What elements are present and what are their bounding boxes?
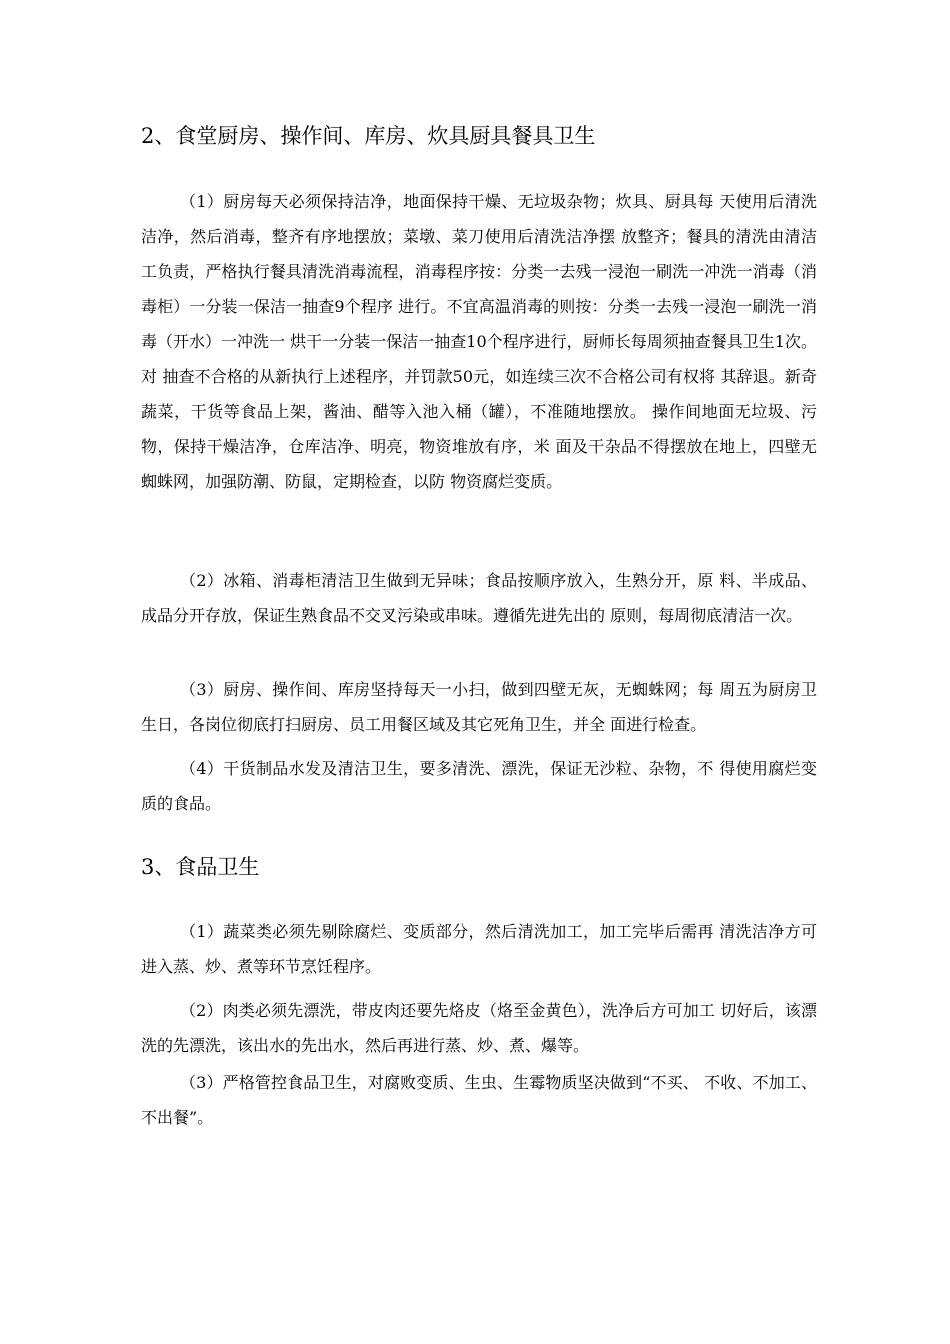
paragraph-meat: （2）肉类必须先漂洗，带皮肉还要先烙皮（烙至金黄色），洗净后方可加工 切好后，该漂洗的先漂洗，该出水的先出水，然后再进行蒸、炒、煮、爆等。	[141, 1001, 817, 1055]
paragraph-fridge-sterilizer: （2）冰箱、消毒柜清洁卫生做到无异味；食品按顺序放入，生熟分开，原 料、半成品、成品分开存放，保证生熟食品不交叉污染或串味。遵循先进先出的 原则，每周彻底清洁一次。	[141, 571, 817, 625]
paragraph-daily-sweep: （3）厨房、操作间、库房坚持每天一小扫，做到四壁无灰，无蜘蛛网；每 周五为厨房卫生日，各岗位彻底打扫厨房、员工用餐区域及其它死角卫生，并全 面进行检查。	[141, 680, 817, 734]
section-heading-kitchen-hygiene: 2、食堂厨房、操作间、库房、炊具厨具餐具卫生	[141, 124, 596, 148]
paragraph-food-control: （3）严格管控食品卫生，对腐败变质、生虫、生霉物质坚决做到“不买、 不收、不加工、不出餐”。	[141, 1073, 817, 1127]
paragraph-dry-goods: （4）干货制品水发及清洁卫生，要多清洗、漂洗，保证无沙粒、杂物，不 得使用腐烂变质的食品。	[141, 759, 817, 813]
paragraph-kitchen-daily-cleaning: （1）厨房每天必须保持洁净，地面保持干燥、无垃圾杂物；炊具、厨具每 天使用后清洗洁净，然后消毒，整齐有序地摆放；菜墩、菜刀使用后清洗洁净摆 放整齐；餐具的清洗由清洁工负责，严格执行餐具清洗消毒流程，消毒程序按：分类一去残一浸泡一刷洗一冲洗一消毒（消毒柜）一分装一保洁一抽查9个程序 进行。不宜高温消毒的则按：分类一去残一浸泡一刷洗一消毒（开水）一冲洗一 烘干一分装一保洁一抽查10个程序进行，厨师长每周须抽查餐具卫生1次。对 抽查不合格的从新执行上述程序，并罚款50元，如连续三次不合格公司有权将 其辞退。新奇蔬菜，干货等食品上架，酱油、醋等入池入桶（罐），不准随地摆放。 操作间地面无垃圾、污物，保持干燥洁净，仓库洁净、明亮，物资堆放有序，米 面及干杂品不得摆放在地上，四壁无蜘蛛网，加强防潮、防鼠，定期检查，以防 物资腐烂变质。	[141, 192, 817, 491]
section-heading-food-hygiene: 3、食品卫生	[141, 855, 260, 879]
paragraph-vegetables: （1）蔬菜类必须先剔除腐烂、变质部分，然后清洗加工，加工完毕后需再 清洗洁净方可进入蒸、炒、煮等环节烹饪程序。	[141, 922, 817, 976]
